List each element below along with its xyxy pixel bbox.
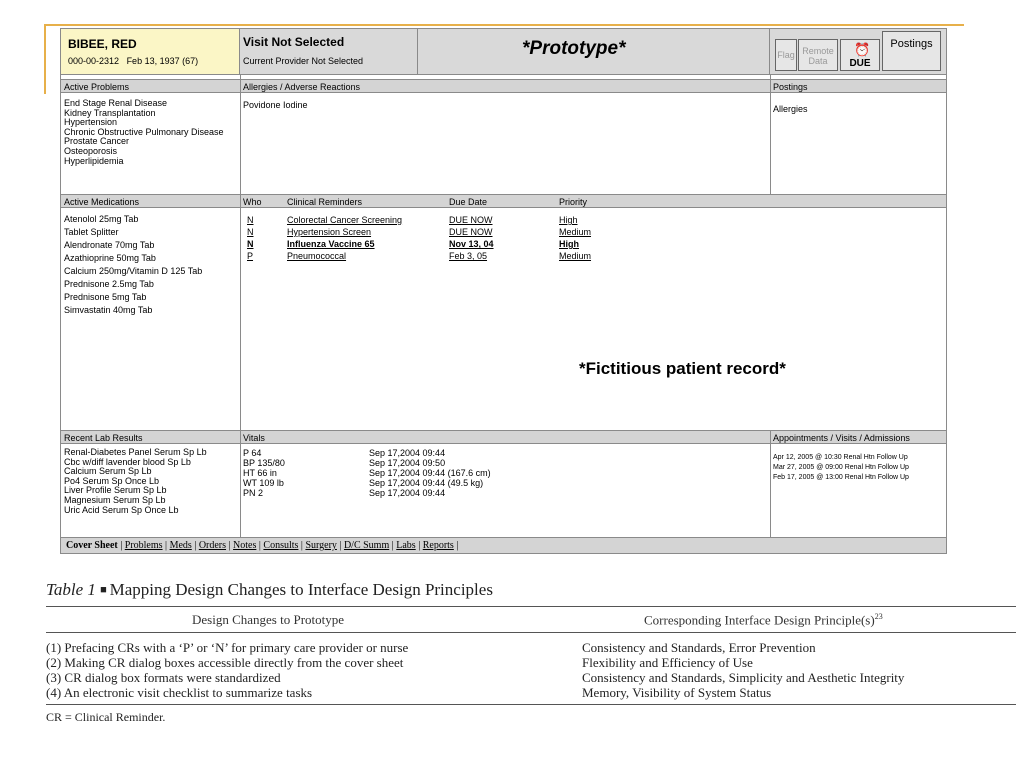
vital-label: PN 2 [243,488,264,498]
tab-surgery[interactable]: Surgery [305,540,337,551]
vital-time: Sep 17,2004 09:44 [369,488,446,498]
vital-time: Sep 17,2004 09:44 (167.6 cm) [369,468,491,478]
reminders-name-header: Clinical Reminders [287,197,363,207]
list-item[interactable]: Hypertension [64,117,118,128]
table-1 [46,580,1016,724]
tab-reports[interactable]: Reports [422,540,454,551]
list-item[interactable]: Renal-Diabetes Panel Serum Sp Lb [64,447,207,457]
list-item[interactable]: Liver Profile Serum Sp Lb [64,485,167,496]
visit-header[interactable] [240,29,418,75]
tab-dc-summ[interactable]: D/C Summ [343,540,390,551]
square-bullet-icon: ■ [100,584,110,596]
chart-tab-bar: Cover Sheet | Problems | Meds | Orders | Notes | Consults | Surgery | D/C Summ | Labs | Reports | [61,537,946,553]
reminder-row[interactable] [240,214,740,226]
tab-consults[interactable]: Consults [263,540,299,551]
vital-time: Sep 17,2004 09:44 (49.5 kg) [369,478,484,488]
patient-header[interactable] [61,29,240,75]
reminder-priority[interactable]: Medium [559,227,592,237]
table-title-text: Mapping Design Changes to Interface Design Principles [109,580,493,599]
table-top-rule [46,606,1016,607]
column-divider [770,430,771,537]
table-row-principle: Memory, Visibility of System Status [582,685,772,700]
vital-row[interactable] [243,448,543,458]
list-item[interactable]: Osteoporosis [64,145,118,156]
vital-label: HT 66 in [243,468,277,478]
postings-button[interactable]: Postings [882,31,941,71]
list-item[interactable]: Povidone Iodine [243,100,308,110]
reminder-row[interactable] [240,238,740,250]
table-footnote: CR = Clinical Reminder. [46,710,166,724]
reminder-due[interactable]: DUE NOW [449,227,493,237]
column-divider [240,74,241,537]
remote-data-button[interactable]: Remote Data [798,39,838,71]
fictitious-record-note: *Fictitious patient record* [579,359,786,378]
list-item[interactable]: Prostate Cancer [64,136,130,147]
tab-labs[interactable]: Labs [396,540,416,551]
vital-row[interactable] [243,458,543,468]
tab-orders[interactable]: Orders [198,540,227,551]
table-row: (1) Prefacing CRs with a ‘P’ or ‘N’ for primary care provider or nurse [46,640,409,655]
table-bottom-rule [46,704,1016,705]
list-item[interactable]: Prednisone 2.5mg Tab [64,279,154,289]
table-row: (4) An electronic visit checklist to summarize tasks [46,685,313,700]
table-col2-header: Corresponding Interface Design $Principle(s)^{23}$ [644,612,883,628]
reminder-due[interactable]: Feb 3, 05 [449,251,488,261]
reminder-priority[interactable]: Medium [559,251,592,261]
table-label: Table 1 [46,580,96,599]
list-item[interactable]: Calcium 250mg/Vitamin D 125 Tab [64,266,203,276]
table-row: (3) CR dialog box formats were standardized [46,670,281,685]
patient-dob: Feb 13, 1937 (67) [126,56,199,66]
vital-label: BP 135/80 [243,458,285,468]
vital-row[interactable] [243,468,543,478]
list-item[interactable]: Alendronate 70mg Tab [64,240,155,250]
alarm-clock-icon: ⏰ [854,42,871,57]
appointments-list [773,453,909,483]
vitals-header: Vitals [240,430,770,444]
reminders-who-header: Who [243,197,262,207]
reminder-priority[interactable]: High [559,239,579,249]
vital-time: Sep 17,2004 09:44 [369,448,446,458]
list-item[interactable]: Po4 Serum Sp Once Lb [64,475,160,486]
table-title [46,580,1016,600]
problems-list [61,99,239,166]
list-item[interactable]: Magnesium Serum Sp Lb [64,494,166,505]
due-button[interactable]: ⏰ DUE [840,39,880,71]
table-row-principle: Flexibility and Efficiency of Use [582,655,753,670]
reminders-due-header: Due Date [449,197,488,207]
table-row-principle: Consistency and Standards, Simplicity and Aesthetic Integrity [582,670,905,685]
prototype-banner-area [418,29,770,75]
recent-labs-header: Recent Lab Results [61,430,240,444]
reminder-who[interactable]: N [247,239,254,249]
vital-time: Sep 17,2004 09:50 [369,458,446,468]
reminder-name[interactable]: Hypertension Screen [287,227,372,237]
tab-notes[interactable]: Notes [233,540,257,551]
table-row-principle: Consistency and Standards, Error Prevention [582,640,816,655]
vitals-list [243,448,543,498]
reminder-priority[interactable]: High [559,215,578,225]
table-header-rule [46,632,1016,633]
table-col1-header: Design Changes to Prototype [192,612,345,627]
allergies-list [240,101,308,111]
reminder-name[interactable]: Influenza Vaccine 65 [287,239,375,249]
emr-cover-sheet-window [60,28,947,554]
patient-id: 000-00-2312 [68,56,120,66]
list-item[interactable]: Chronic Obstructive Pulmonary Disease [64,126,224,137]
list-item[interactable]: Prednisone 5mg Tab [64,292,147,302]
list-item[interactable]: Feb 17, 2005 @ 13:00 Renal Htn Follow Up [773,474,909,481]
list-item[interactable]: Kidney Transplantation [64,107,156,118]
list-item[interactable]: Mar 27, 2005 @ 09:00 Renal Htn Follow Up [773,464,909,471]
list-item[interactable]: Atenolol 25mg Tab [64,214,139,224]
list-item[interactable]: Tablet Splitter [64,227,119,237]
labs-list [61,448,207,515]
reminder-who[interactable]: N [247,215,254,225]
visit-provider: Current Provider Not Selected [243,56,364,66]
list-item[interactable]: Allergies [773,104,808,114]
active-problems-header: Active Problems [61,79,240,93]
patient-name: BIBEE, RED [68,37,137,51]
reminder-name[interactable]: Colorectal Cancer Screening [287,215,403,225]
appointments-header: Appointments / Visits / Admissions [770,430,946,444]
list-item[interactable]: Calcium Serum Sp Lb [64,466,152,477]
medications-list [61,213,202,317]
list-item[interactable]: Uric Acid Serum Sp Once Lb [64,504,179,515]
reminder-who[interactable]: P [247,251,254,261]
toolbar-area [770,29,946,75]
flag-button[interactable]: Flag [775,39,797,71]
reminder-due[interactable]: DUE NOW [449,215,493,225]
vital-label: WT 109 lb [243,478,284,488]
slide-accent-vertical [44,24,46,94]
list-item[interactable]: Simvastatin 40mg Tab [64,305,153,315]
visit-title: Visit Not Selected [243,35,345,49]
reminder-row[interactable] [240,226,740,238]
list-item[interactable]: Cbc w/diff lavender blood Sp Lb [64,456,191,467]
tab-meds[interactable]: Meds [169,540,192,551]
clinical-reminders-header-bar [240,194,946,208]
vital-row[interactable] [243,478,543,488]
postings-header: Postings [770,79,946,93]
vital-row[interactable] [243,488,543,498]
list-item[interactable]: Azathioprine 50mg Tab [64,253,156,263]
reminder-who[interactable]: N [247,227,254,237]
allergies-header: Allergies / Adverse Reactions [240,79,770,93]
list-item[interactable]: End Stage Renal Disease [64,98,168,108]
list-item[interactable]: Apr 12, 2005 @ 10:30 Renal Htn Follow Up [773,454,908,461]
tab-cover-sheet[interactable]: Cover Sheet [66,540,118,551]
reminder-due[interactable]: Nov 13, 04 [449,239,494,249]
reminder-name[interactable]: Pneumococcal [287,251,347,261]
vital-label: P 64 [243,448,262,458]
list-item[interactable]: Hyperlipidemia [64,155,124,166]
column-divider [770,74,771,194]
active-medications-header: Active Medications [61,194,240,208]
reminders-priority-header: Priority [559,197,588,207]
reminder-row[interactable] [240,250,740,262]
table-row: (2) Making CR dialog boxes accessible directly from the cover sheet [46,655,404,670]
prototype-banner: *Prototype* [522,38,626,59]
postings-list [770,105,808,115]
tab-problems[interactable]: Problems [124,540,163,551]
slide-accent-horizontal [44,24,964,26]
